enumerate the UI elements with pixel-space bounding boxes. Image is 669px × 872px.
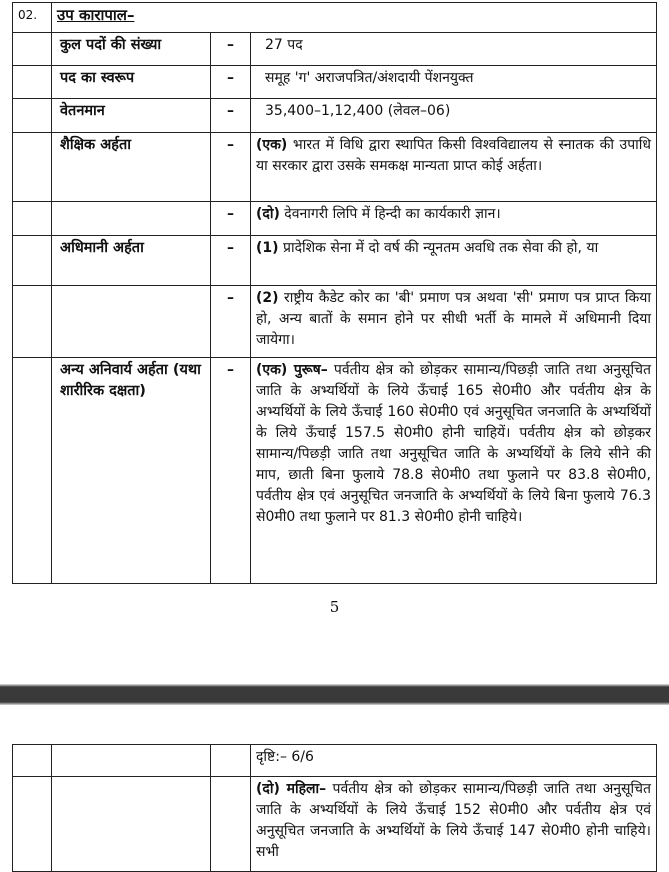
row-value: (एक) पुरूष– पर्वतीय क्षेत्र को छोड़कर सामान्य/पिछड़ी जाति तथा अनुसूचित जाति के अभ्यर्थियों के लिये ऊँचाई 165 से0मी0 और पर्वतीय क्षेत्र के अभ्यर्थियों के लिये ऊँचाई 160 से0मी0 एवं अनुसूचित जनजाति के अभ्यर्थियों के लिये ऊँचाई 157.5 से0मी0 होनी चाहियें। पर्वतीय क्षेत्र को छोड़कर सामान्य/पिछड़ी जाति तथा अनुसूचित जाति के अभ्यर्थियों के लिये सीने की माप, छाती बिना फुलाये 78.8 से0मी0 तथा फुलाने पर 83.8 से0मी0, पर्वतीय क्षेत्र एवं अनुसूचित जनजाति के अभ्यर्थियों के लिये बिना फुलाये 76.3 से0मी0 तथा फुलाने पर 81.3 से0मी0 होनी चाहिये। xyxy=(251,358,657,584)
row-value: समूह 'ग' अराजपत्रित/अंशदायी पेंशनयुक्त xyxy=(251,66,657,99)
table-row xyxy=(13,358,657,584)
table-row xyxy=(13,777,657,872)
vision-requirement: दृष्टि:– 6/6 xyxy=(251,745,657,777)
row-label: शैक्षिक अर्हता xyxy=(52,133,211,202)
section-header-row xyxy=(13,3,657,33)
row-label: वेतनमान xyxy=(52,99,211,133)
row-dash: – xyxy=(211,99,251,133)
row-value: (2) राष्ट्रीय कैडेट कोर का 'बी' प्रमाण पत्र अथवा 'सी' प्रमाण पत्र प्राप्त किया हो, अन्य बातों के समान होने पर सीधी भर्ती के मामले में अधिमानी दिया जायेगा। xyxy=(251,286,657,358)
section-title-cell xyxy=(52,3,657,33)
row-label: अधिमानी अर्हता xyxy=(52,236,211,286)
table-row xyxy=(13,236,657,286)
row-value: (1) प्रादेशिक सेना में दो वर्ष की न्यूनतम अवधि तक सेवा की हो, या xyxy=(251,236,657,286)
row-label xyxy=(52,202,211,236)
row-dash: – xyxy=(211,358,251,584)
table-row xyxy=(13,286,657,358)
row-value: (दो) देवनागरी लिपि में हिन्दी का कार्यकारी ज्ञान। xyxy=(251,202,657,236)
row-value: (एक) भारत में विधि द्वारा स्थापित किसी विश्वविद्यालय से स्नातक की उपाधि या सरकार द्वारा उसके समकक्ष मान्यता प्राप्त कोई अर्हता। xyxy=(251,133,657,202)
row-label xyxy=(52,286,211,358)
table-row xyxy=(13,99,657,133)
table-row xyxy=(13,745,657,777)
female-requirement: (दो) महिला– पर्वतीय क्षेत्र को छोड़कर सामान्य/पिछड़ी जाति तथा अनुसूचित जाति के अभ्यर्थियों के लिये ऊँचाई 152 से0मी0 और पर्वतीय क्षेत्र एवं अनुसूचित जनजाति के अभ्यर्थियों के लिये ऊँचाई 147 से0मी0 होनी चाहिये। सभी xyxy=(251,777,657,872)
table-row xyxy=(13,66,657,99)
row-label: पद का स्वरूप xyxy=(52,66,211,99)
row-dash: – xyxy=(211,286,251,358)
row-dash: – xyxy=(211,202,251,236)
section-title: उप कारापाल– xyxy=(57,6,135,24)
row-value: 35,400–1,12,400 (लेवल–06) xyxy=(251,99,657,133)
row-label: अन्य अनिवार्य अर्हता (यथा शारीरिक दक्षता) xyxy=(52,358,211,584)
page-number: 5 xyxy=(329,598,340,616)
row-dash: – xyxy=(211,236,251,286)
section-number: 02. xyxy=(13,3,52,33)
table-row xyxy=(13,202,657,236)
page-separator xyxy=(0,684,669,705)
document-page-2 xyxy=(0,705,669,866)
post-details-table xyxy=(12,2,657,584)
table-row xyxy=(13,33,657,66)
continued-table xyxy=(12,744,657,872)
table-row xyxy=(13,133,657,202)
row-dash: – xyxy=(211,66,251,99)
row-dash: – xyxy=(211,33,251,66)
row-value: 27 पद xyxy=(251,33,657,66)
row-dash: – xyxy=(211,133,251,202)
row-label: कुल पदों की संख्या xyxy=(52,33,211,66)
